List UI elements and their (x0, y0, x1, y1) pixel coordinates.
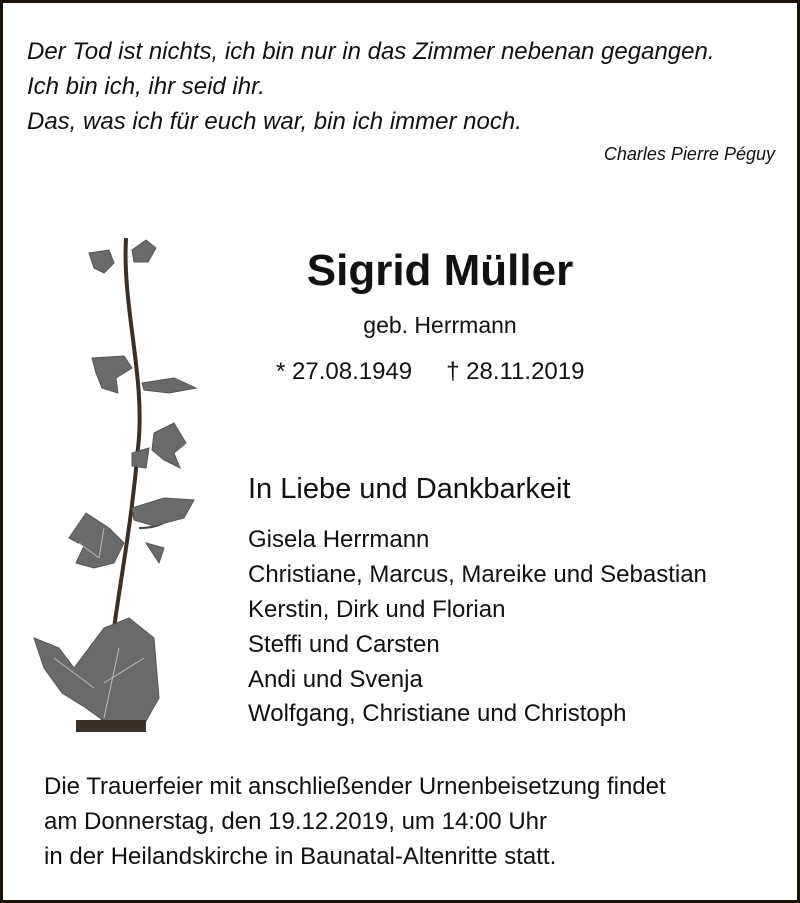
birth-date: * 27.08.1949 (276, 358, 413, 385)
service-info-line: Die Trauerfeier mit anschließender Urnenbeisetzung findet (44, 773, 666, 800)
mourner-name: Kerstin, Dirk und Florian (248, 596, 506, 623)
mourner-name: Gisela Herrmann (248, 526, 430, 553)
mourner-name: Steffi und Carsten (248, 631, 440, 658)
life-dates (276, 358, 584, 386)
deceased-name: Sigrid Müller (306, 246, 574, 295)
mourner-name: Christiane, Marcus, Mareike und Sebastian (248, 561, 707, 588)
quote-line: Ich bin ich, ihr seid ihr. (27, 73, 265, 100)
maiden-name: geb. Herrmann (363, 312, 517, 338)
mourner-name: Andi und Svenja (248, 666, 423, 693)
quote-author: Charles Pierre Péguy (603, 144, 775, 164)
mourner-name: Wolfgang, Christiane und Christoph (248, 700, 627, 727)
quote-line: Das, was ich für euch war, bin ich immer noch. (27, 108, 522, 135)
service-info-line: am Donnerstag, den 19.12.2019, um 14:00 Uhr (44, 808, 547, 835)
mourners-heading: In Liebe und Dankbarkeit (248, 473, 571, 505)
service-info-line: in der Heilandskirche in Baunatal-Altenritte statt. (44, 843, 557, 870)
quote-line: Der Tod ist nichts, ich bin nur in das Zimmer nebenan gegangen. (27, 38, 715, 65)
ivy-illustration (14, 228, 204, 743)
death-date: † 28.11.2019 (446, 358, 585, 385)
